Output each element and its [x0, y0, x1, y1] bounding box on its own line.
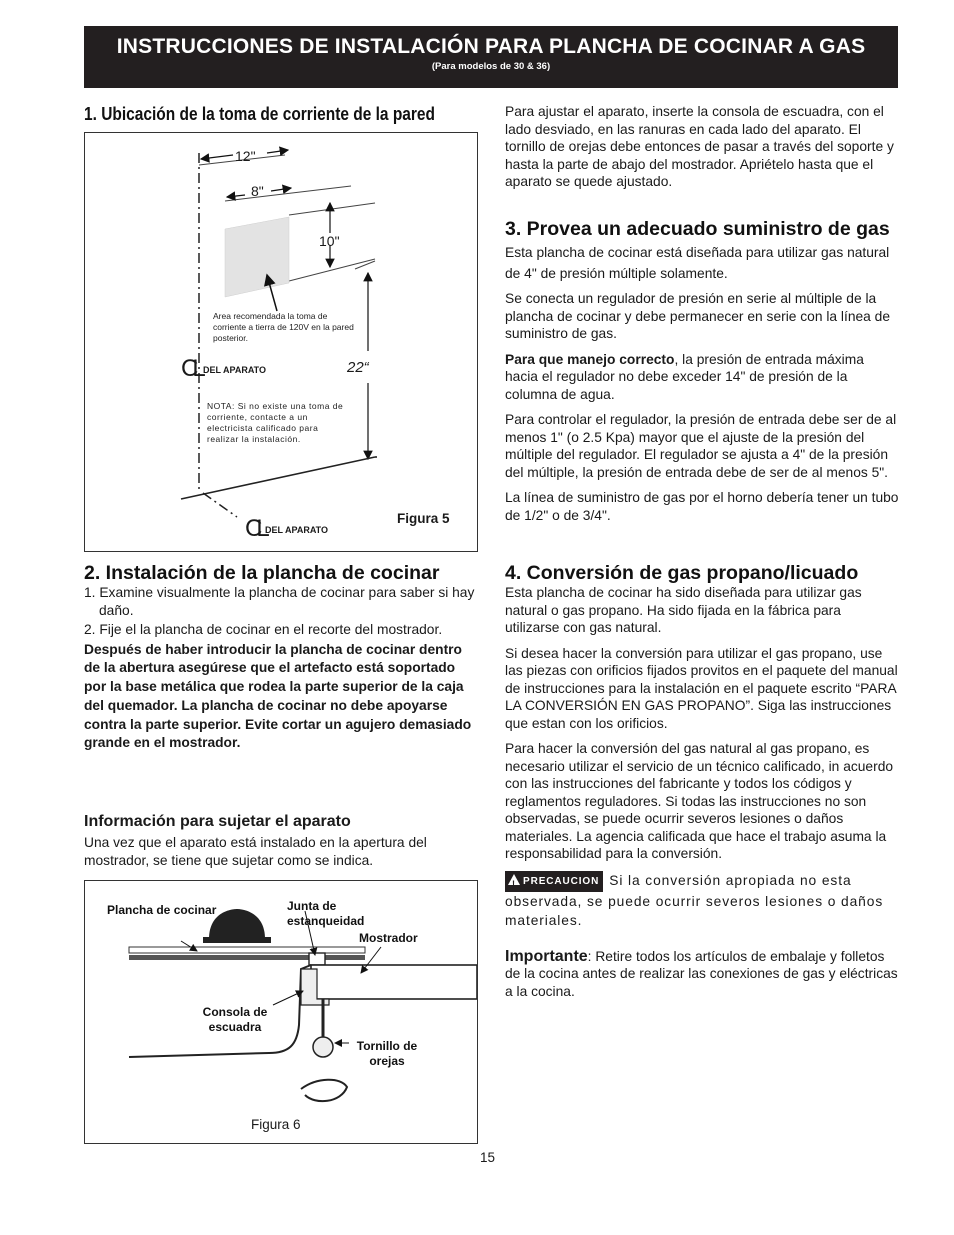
figure-6-caption: Figura 6 — [251, 1117, 301, 1132]
countertop-block — [311, 965, 477, 999]
arrow-12-left — [201, 155, 233, 159]
section4-body — [505, 584, 899, 1000]
warning-icon: ! — [508, 874, 520, 885]
burner-dome — [209, 909, 265, 939]
section1-heading: 1. Ubicación de la toma de corriente de la pared — [84, 104, 436, 124]
caution-badge-label: PRECAUCION — [523, 875, 600, 887]
label-consola: Consola de escuadra — [202, 1005, 268, 1034]
centerline-symbol-2: CL — [245, 515, 264, 542]
important-text: : Retire todos los artículos de embalaje y folletos de la cocina antes de realizar las conexiones de gas y eléctricas a la cocina. — [505, 948, 898, 999]
section4-p3: Para hacer la conversión del gas natural al gas propano, es necesario utilizar el servicio de un técnico calificado, in acuerdo con las instrucciones del fabricante y todos los códigos y reglamentos reguladores. Si todas las instrucciones no son observadas, se puede ocurrir severos lesiones o daños materiales. La agencia calificada que hace el trabajo asuma la responsabilidad para la conversión. — [505, 741, 894, 861]
figure-6-drawing — [85, 881, 477, 1143]
page-subtitle: (Para modelos de 30 & 36) — [431, 61, 551, 72]
figure-5 — [84, 132, 478, 552]
section3-body — [505, 242, 899, 524]
del-aparato-label-2: DEL APARATO — [265, 525, 329, 535]
important-para — [505, 948, 899, 1001]
rotation-arrow — [301, 1080, 347, 1101]
section3-p3-bold: Para que manejo correcto — [505, 351, 675, 367]
important-label: Importante — [505, 947, 588, 965]
fastening-subheading: Información para sujetar el aparato — [84, 813, 351, 830]
section3-p1: Esta plancha de cocinar está diseñada para utilizar gas natural de 4" de presión múltiple solamente. — [505, 245, 890, 281]
caution-para — [505, 871, 899, 930]
install-warning-para: Después de haber introducir la plancha de cocinar dentro de la abertura asegúrese que el artefacto está soportado por la base metálica que rodea la parte superior de la caja del quemador. La plancha de cocinar no debe apoyarse contra la parte superior. Evite cortar un agujero demasiado grande en el mostrador. — [84, 641, 472, 751]
centerline-lower — [203, 493, 237, 517]
caution-badge — [505, 871, 603, 892]
figure-5-caption: Figura 5 — [397, 511, 450, 526]
wing-nut — [313, 1037, 333, 1057]
arrow-12-right — [267, 150, 288, 153]
section4-p1: Esta plancha de cocinar ha sido diseñada para utilizar gas natural o gas propano. Ha sido fijada en la fábrica para utilizarse con gas natural. — [505, 585, 862, 635]
wall-line-22 — [355, 261, 375, 269]
wall-mid-line-2 — [289, 203, 375, 215]
mounting-intro-para: Para ajustar el aparato, inserte la consola de escuadra, con el lado desviado, en las ranuras en cada lado del aparato. El tornillo de orejas debe entonces de pasar a través del soporte y hasta la parte de abajo del mostrador. Apriételo hasta que el aparato se quede ajustado. — [505, 104, 894, 189]
figure-6 — [84, 880, 478, 1144]
dim-10-label: 10" — [319, 233, 340, 249]
outlet-area — [225, 217, 289, 297]
dim-12-label: 12" — [235, 148, 256, 164]
page-number: 15 — [480, 1150, 496, 1165]
arrow-8-left — [227, 195, 245, 197]
section4-heading: 4. Conversión de gas propano/licuado — [505, 562, 859, 584]
gasket — [309, 953, 325, 965]
caution-text: Si la conversión apropiada no esta observada, se puede ocurrir severos lesiones o daños materiales. — [505, 872, 884, 928]
section3-p3-rest: , la presión de entrada máxima hacia el regulador no debe exceder 14" de presión de la columna de agua. — [505, 351, 864, 402]
dim-8-label: 8" — [251, 183, 264, 199]
centerline-symbol-1: CL — [181, 355, 200, 382]
arrow-8-right — [271, 188, 291, 191]
section3-p3 — [505, 351, 899, 404]
dim-22-label: 22“ — [347, 359, 369, 376]
section3-p2: Se conecta un regulador de presión en serie al múltiple de la plancha de cocinar y debe permanecer en serie con la línea de suministro de gas. — [505, 291, 891, 341]
wall-mid-line-3 — [289, 259, 375, 281]
install-step-1: 1. Examine visualmente la plancha de cocinar para saber si hay daño. — [84, 585, 475, 618]
page-header — [84, 26, 898, 88]
label-junta: Junta de estanqueidad — [287, 899, 365, 928]
section3-p4: Para controlar el regulador, la presión de entrada debe ser de al menos 1" (o 2.5 Kpa) mayor que el ajuste de la presión del múltiple del regulador. El regulador se ajusta a 4" de la presión del múltiple, la presión de entrada debe de ser de al menos 5". — [505, 412, 897, 480]
cooktop-plate — [129, 947, 365, 953]
install-steps — [84, 584, 476, 639]
fastening-para: Una vez que el aparato está instalado en la apertura del mostrador, se tiene que sujetar como se indica. — [84, 835, 427, 868]
section2-body — [84, 584, 476, 753]
label-plancha: Plancha de cocinar — [107, 903, 217, 917]
install-step-2: 2. Fije el la plancha de cocinar en el recorte del mostrador. — [84, 622, 443, 637]
section2-heading: 2. Instalación de la plancha de cocinar — [84, 562, 440, 584]
nota-text: NOTA: Si no existe una toma de corriente, contacte a un electricista calificado para realizar la instalación. — [207, 401, 344, 444]
outlet-area-note: Area recomendada la toma de corriente a tierra de 120V en la pared posterior. — [213, 311, 354, 343]
label-tornillo: Tornillo de orejas — [356, 1039, 418, 1068]
del-aparato-label-1: DEL APARATO — [203, 365, 267, 375]
page-title: INSTRUCCIONES DE INSTALACIÓN PARA PLANCHA DE COCINAR A GAS — [116, 35, 866, 58]
section3-p5: La línea de suministro de gas por el horno debería tener un tubo de 1/2" o de 3/4". — [505, 490, 899, 523]
section4-p2: Si desea hacer la conversión para utilizar el gas propano, use las piezas con orificios fijados provitos en el paquete del manual de instrucciones para la instalación en el paquete escrito “PARA LA CONVERSIÓN EN GAS PROPANO”. Siga las instrucciones que estan con los orificios. — [505, 645, 898, 731]
countertop-line — [181, 457, 375, 499]
label-mostrador: Mostrador — [359, 931, 418, 945]
section3-heading: 3. Provea un adecuado suministro de gas — [505, 218, 890, 240]
